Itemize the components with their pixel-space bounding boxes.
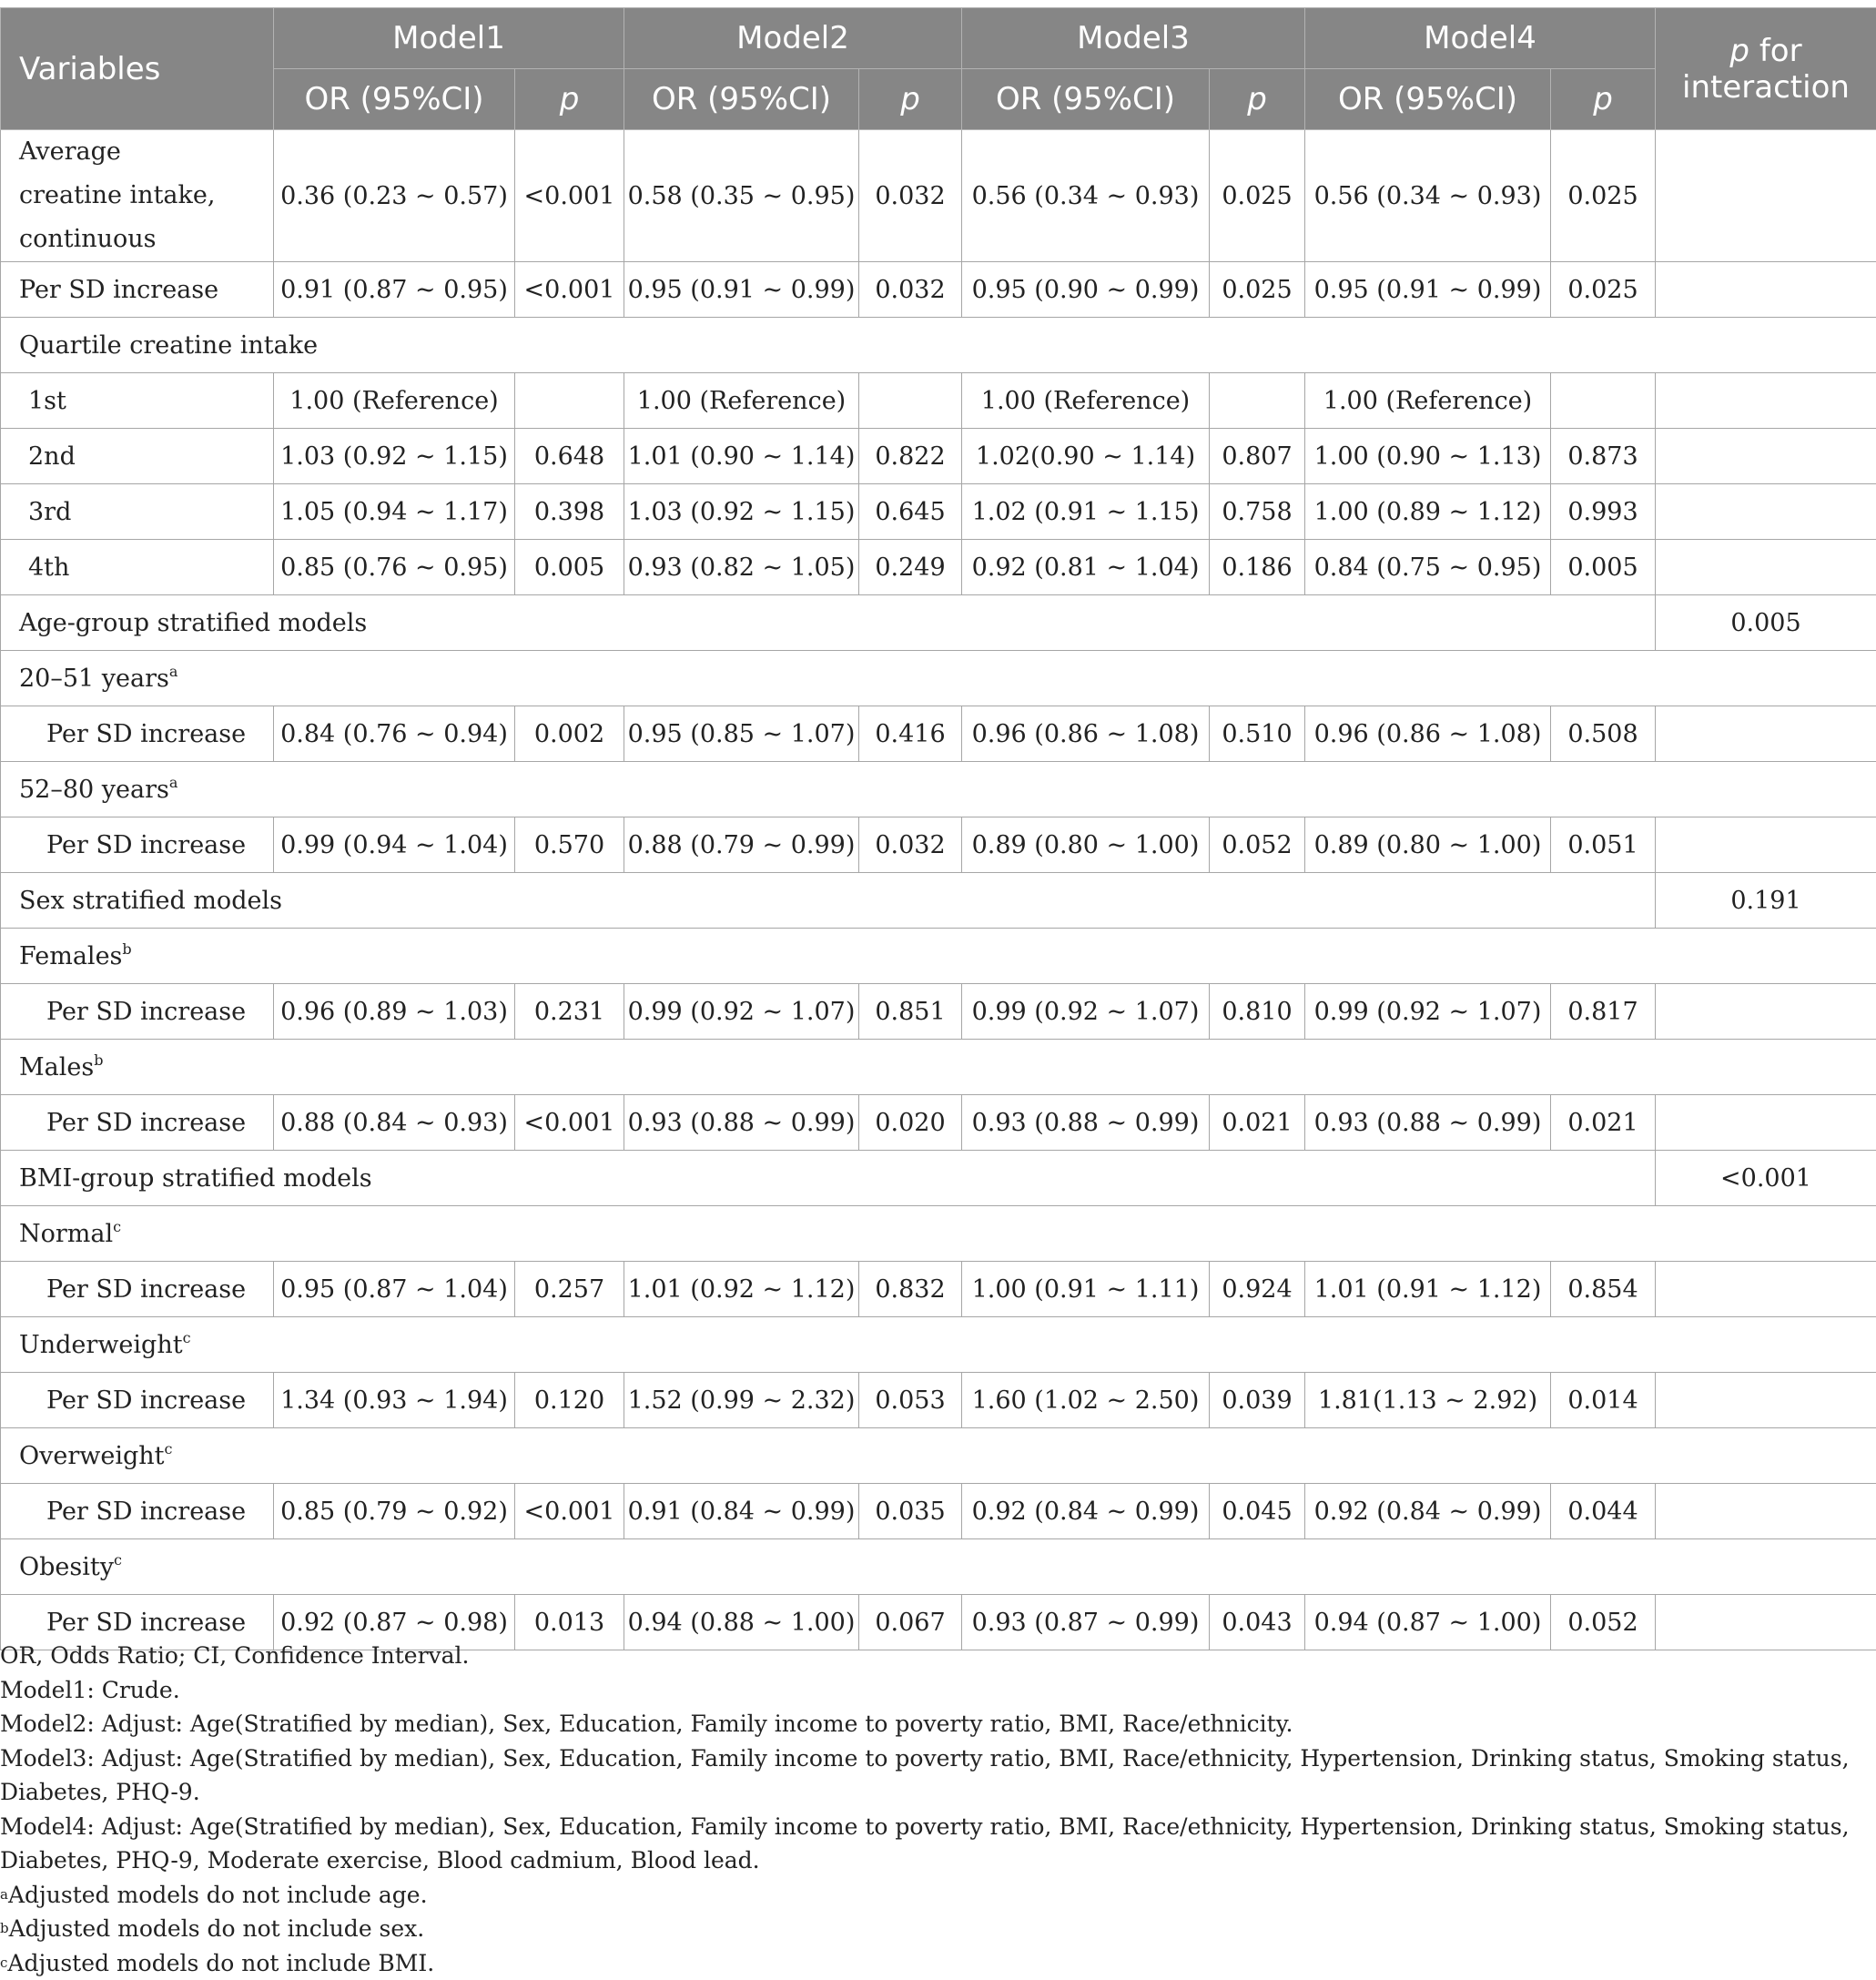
row-label xyxy=(1,1040,1876,1095)
row-label xyxy=(1,540,274,595)
cell-m2-p: 0.851 xyxy=(859,984,962,1040)
cell-m4-or: 1.00 (0.89 ~ 1.12) xyxy=(1305,484,1551,540)
row-label xyxy=(1,1095,274,1151)
cell-m1-or: 0.84 (0.76 ~ 0.94) xyxy=(274,706,515,762)
row-label-text: 52–80 years xyxy=(19,776,169,804)
note-model1: Model1: Crude. xyxy=(0,1673,1876,1708)
cell-m2-or: 1.01 (0.90 ~ 1.14) xyxy=(624,429,859,484)
cell-m3-or: 1.00 (0.91 ~ 1.11) xyxy=(962,1262,1210,1317)
note-b xyxy=(0,1912,1876,1946)
table-row xyxy=(1,1262,1876,1317)
note-a-mark: a xyxy=(0,1886,8,1903)
row-label-text: 3rd xyxy=(28,498,71,526)
row-label xyxy=(1,762,1876,817)
cell-p-interaction xyxy=(1656,130,1876,262)
cell-p-interaction xyxy=(1656,1262,1876,1317)
cell-m1-p: 0.648 xyxy=(515,429,624,484)
header-model2: Model2 xyxy=(624,8,962,69)
cell-m1-or: 0.99 (0.94 ~ 1.04) xyxy=(274,817,515,873)
cell-m4-p: 0.051 xyxy=(1551,817,1656,873)
row-label-text: 2nd xyxy=(28,442,76,471)
cell-m4-p: 0.021 xyxy=(1551,1095,1656,1151)
cell-p-interaction: 0.005 xyxy=(1656,595,1876,651)
table-row xyxy=(1,762,1876,817)
header-p-interaction xyxy=(1656,8,1876,130)
cell-m4-p: 0.854 xyxy=(1551,1262,1656,1317)
cell-m1-or: 0.91 (0.87 ~ 0.95) xyxy=(274,262,515,318)
cell-m3-or: 0.99 (0.92 ~ 1.07) xyxy=(962,984,1210,1040)
cell-p-interaction xyxy=(1656,484,1876,540)
cell-m4-p: 0.873 xyxy=(1551,429,1656,484)
cell-m4-or: 0.89 (0.80 ~ 1.00) xyxy=(1305,817,1551,873)
row-label xyxy=(1,1484,274,1539)
note-abbreviations: OR, Odds Ratio; CI, Confidence Interval. xyxy=(0,1639,1876,1673)
cell-m4-or: 1.00 (Reference) xyxy=(1305,373,1551,429)
row-label-text: Normal xyxy=(19,1220,113,1248)
row-label-text: Underweight xyxy=(19,1331,183,1359)
table-row xyxy=(1,595,1876,651)
table-row xyxy=(1,706,1876,762)
header-or: OR (95%CI) xyxy=(624,69,859,130)
header-p: p xyxy=(859,69,962,130)
note-b-text: Adjusted models do not include sex. xyxy=(9,1915,425,1942)
cell-m4-p: 0.052 xyxy=(1551,1595,1656,1650)
cell-m4-p: 0.025 xyxy=(1551,262,1656,318)
note-model3: Model3: Adjust: Age(Stratified by median), Sex, Education, Family income to poverty ratio, BMI, Race/ethnicity, Hypertension, Drinking status, Smoking status, Diabetes, PHQ-9. xyxy=(0,1741,1876,1810)
cell-p-interaction xyxy=(1656,984,1876,1040)
header-p: p xyxy=(515,69,624,130)
cell-m4-p: 0.025 xyxy=(1551,130,1656,262)
cell-m2-or: 1.01 (0.92 ~ 1.12) xyxy=(624,1262,859,1317)
footnote-marker: c xyxy=(165,1440,173,1457)
cell-m4-or: 1.01 (0.91 ~ 1.12) xyxy=(1305,1262,1551,1317)
cell-m1-or: 0.36 (0.23 ~ 0.57) xyxy=(274,130,515,262)
row-label-text: Per SD increase xyxy=(46,1609,246,1637)
row-label xyxy=(1,130,274,262)
cell-p-interaction xyxy=(1656,1373,1876,1428)
cell-m3-or: 0.93 (0.88 ~ 0.99) xyxy=(962,1095,1210,1151)
note-model4: Model4: Adjust: Age(Stratified by median), Sex, Education, Family income to poverty ratio, BMI, Race/ethnicity, Hypertension, Drinking status, Smoking status, Diabetes, PHQ-9, Moderate exercise, Blood cadmium, Blood lead. xyxy=(0,1810,1876,1878)
cell-m2-p: 0.832 xyxy=(859,1262,962,1317)
cell-p-interaction: 0.191 xyxy=(1656,873,1876,929)
cell-m2-p: 0.067 xyxy=(859,1595,962,1650)
cell-m1-p: 0.120 xyxy=(515,1373,624,1428)
cell-m3-p: 0.025 xyxy=(1210,130,1305,262)
cell-m4-p: 0.993 xyxy=(1551,484,1656,540)
row-label xyxy=(1,1317,1876,1373)
table-row xyxy=(1,1095,1876,1151)
note-a-text: Adjusted models do not include age. xyxy=(8,1882,428,1908)
row-label-text: Average creatine intake, continuous xyxy=(19,130,218,261)
row-label xyxy=(1,429,274,484)
cell-m1-or: 1.34 (0.93 ~ 1.94) xyxy=(274,1373,515,1428)
row-label-text: 20–51 years xyxy=(19,665,169,693)
note-c-text: Adjusted models do not include BMI. xyxy=(7,1950,434,1976)
cell-m2-or: 0.99 (0.92 ~ 1.07) xyxy=(624,984,859,1040)
row-label xyxy=(1,262,274,318)
table-row xyxy=(1,130,1876,262)
row-label-text: Obesity xyxy=(19,1553,114,1581)
cell-m2-p: 0.032 xyxy=(859,817,962,873)
results-table xyxy=(0,7,1876,1650)
row-label xyxy=(1,484,274,540)
row-label-text: Per SD increase xyxy=(46,831,246,859)
cell-m1-or: 0.88 (0.84 ~ 0.93) xyxy=(274,1095,515,1151)
row-label xyxy=(1,373,274,429)
table-body xyxy=(1,130,1876,1650)
cell-m3-p: 0.924 xyxy=(1210,1262,1305,1317)
cell-m2-p: 0.053 xyxy=(859,1373,962,1428)
cell-m4-p xyxy=(1551,373,1656,429)
cell-m3-p: 0.186 xyxy=(1210,540,1305,595)
cell-m2-p: 0.249 xyxy=(859,540,962,595)
cell-m4-p: 0.817 xyxy=(1551,984,1656,1040)
cell-m1-p: 0.002 xyxy=(515,706,624,762)
header-model1: Model1 xyxy=(274,8,624,69)
cell-m3-p: 0.043 xyxy=(1210,1595,1305,1650)
cell-m3-or: 0.89 (0.80 ~ 1.00) xyxy=(962,817,1210,873)
row-label xyxy=(1,1206,1876,1262)
header-or: OR (95%CI) xyxy=(962,69,1210,130)
table-row xyxy=(1,929,1876,984)
cell-m1-or: 0.95 (0.87 ~ 1.04) xyxy=(274,1262,515,1317)
cell-m2-p: 0.822 xyxy=(859,429,962,484)
cell-m4-p: 0.014 xyxy=(1551,1373,1656,1428)
cell-m4-or: 0.93 (0.88 ~ 0.99) xyxy=(1305,1095,1551,1151)
cell-m1-p xyxy=(515,373,624,429)
cell-m1-p: 0.257 xyxy=(515,1262,624,1317)
table-row xyxy=(1,984,1876,1040)
table-row xyxy=(1,1428,1876,1484)
footnote-marker: a xyxy=(169,774,178,791)
cell-m4-p: 0.508 xyxy=(1551,706,1656,762)
row-label-text: Per SD increase xyxy=(46,998,246,1026)
cell-m1-p: <0.001 xyxy=(515,262,624,318)
table-row xyxy=(1,429,1876,484)
table-row xyxy=(1,873,1876,929)
header-p-interaction-rest: for interaction xyxy=(1682,33,1850,106)
table-row xyxy=(1,540,1876,595)
row-label xyxy=(1,1151,1656,1206)
cell-m3-p: 0.810 xyxy=(1210,984,1305,1040)
header-or: OR (95%CI) xyxy=(274,69,515,130)
row-label-text: Females xyxy=(19,942,122,970)
cell-m2-or: 1.03 (0.92 ~ 1.15) xyxy=(624,484,859,540)
cell-m1-p: 0.398 xyxy=(515,484,624,540)
table-row xyxy=(1,1484,1876,1539)
header-p: p xyxy=(1551,69,1656,130)
cell-m1-p: 0.570 xyxy=(515,817,624,873)
header-p-interaction-italic: p xyxy=(1729,33,1749,69)
cell-m4-or: 0.95 (0.91 ~ 0.99) xyxy=(1305,262,1551,318)
cell-m1-p: <0.001 xyxy=(515,1484,624,1539)
cell-m3-p: 0.025 xyxy=(1210,262,1305,318)
cell-m3-or: 0.95 (0.90 ~ 0.99) xyxy=(962,262,1210,318)
cell-m2-or: 0.91 (0.84 ~ 0.99) xyxy=(624,1484,859,1539)
cell-m2-or: 0.93 (0.88 ~ 0.99) xyxy=(624,1095,859,1151)
cell-m1-or: 0.85 (0.76 ~ 0.95) xyxy=(274,540,515,595)
row-label-text: Per SD increase xyxy=(46,720,246,748)
cell-m2-or: 0.58 (0.35 ~ 0.95) xyxy=(624,130,859,262)
table-row xyxy=(1,1040,1876,1095)
row-label xyxy=(1,1428,1876,1484)
cell-m4-or: 1.81(1.13 ~ 2.92) xyxy=(1305,1373,1551,1428)
cell-m1-or: 0.96 (0.89 ~ 1.03) xyxy=(274,984,515,1040)
note-c-mark: c xyxy=(0,1955,7,1971)
cell-m1-or: 0.92 (0.87 ~ 0.98) xyxy=(274,1595,515,1650)
cell-m3-or: 1.00 (Reference) xyxy=(962,373,1210,429)
cell-m3-p: 0.758 xyxy=(1210,484,1305,540)
table-row xyxy=(1,1317,1876,1373)
cell-p-interaction xyxy=(1656,262,1876,318)
table-row xyxy=(1,1151,1876,1206)
note-model2: Model2: Adjust: Age(Stratified by median), Sex, Education, Family income to poverty ratio, BMI, Race/ethnicity. xyxy=(0,1707,1876,1741)
row-label-text: Males xyxy=(19,1053,94,1081)
row-label xyxy=(1,706,274,762)
row-label-text: Per SD increase xyxy=(46,1498,246,1526)
cell-m1-or: 1.05 (0.94 ~ 1.17) xyxy=(274,484,515,540)
table-row xyxy=(1,651,1876,706)
row-label-text: 1st xyxy=(28,387,66,415)
cell-m2-or: 0.95 (0.91 ~ 0.99) xyxy=(624,262,859,318)
cell-p-interaction xyxy=(1656,1484,1876,1539)
header-or: OR (95%CI) xyxy=(1305,69,1551,130)
row-label xyxy=(1,1262,274,1317)
cell-p-interaction xyxy=(1656,706,1876,762)
cell-m4-or: 1.00 (0.90 ~ 1.13) xyxy=(1305,429,1551,484)
cell-m2-or: 0.94 (0.88 ~ 1.00) xyxy=(624,1595,859,1650)
cell-m3-or: 0.92 (0.84 ~ 0.99) xyxy=(962,1484,1210,1539)
header-model4: Model4 xyxy=(1305,8,1656,69)
row-label xyxy=(1,984,274,1040)
cell-m3-or: 0.96 (0.86 ~ 1.08) xyxy=(962,706,1210,762)
cell-m3-p: 0.510 xyxy=(1210,706,1305,762)
cell-m3-p: 0.052 xyxy=(1210,817,1305,873)
cell-m2-or: 1.52 (0.99 ~ 2.32) xyxy=(624,1373,859,1428)
row-label-text: Per SD increase xyxy=(19,276,218,304)
cell-m3-or: 0.93 (0.87 ~ 0.99) xyxy=(962,1595,1210,1650)
cell-m3-p: 0.045 xyxy=(1210,1484,1305,1539)
table-row xyxy=(1,373,1876,429)
cell-p-interaction xyxy=(1656,817,1876,873)
cell-m1-p: <0.001 xyxy=(515,1095,624,1151)
cell-m2-p: 0.035 xyxy=(859,1484,962,1539)
row-label xyxy=(1,595,1656,651)
row-label-text: Sex stratified models xyxy=(19,887,282,915)
cell-m4-or: 0.92 (0.84 ~ 0.99) xyxy=(1305,1484,1551,1539)
cell-m3-or: 0.92 (0.81 ~ 1.04) xyxy=(962,540,1210,595)
cell-p-interaction xyxy=(1656,540,1876,595)
row-label xyxy=(1,1373,274,1428)
row-label xyxy=(1,318,1876,373)
row-label xyxy=(1,1539,1876,1595)
cell-m3-or: 0.56 (0.34 ~ 0.93) xyxy=(962,130,1210,262)
row-label xyxy=(1,929,1876,984)
table-row xyxy=(1,817,1876,873)
cell-m1-or: 0.85 (0.79 ~ 0.92) xyxy=(274,1484,515,1539)
note-a xyxy=(0,1878,1876,1913)
footnote-marker: c xyxy=(114,1551,122,1569)
table-row xyxy=(1,1539,1876,1595)
table-row xyxy=(1,262,1876,318)
row-label-text: Overweight xyxy=(19,1442,165,1470)
header-model3: Model3 xyxy=(962,8,1305,69)
cell-m2-p: 0.020 xyxy=(859,1095,962,1151)
cell-m4-or: 0.56 (0.34 ~ 0.93) xyxy=(1305,130,1551,262)
row-label xyxy=(1,817,274,873)
cell-m3-or: 1.02 (0.91 ~ 1.15) xyxy=(962,484,1210,540)
cell-m1-p: 0.231 xyxy=(515,984,624,1040)
cell-m1-or: 1.00 (Reference) xyxy=(274,373,515,429)
cell-m1-p: 0.005 xyxy=(515,540,624,595)
header-p: p xyxy=(1210,69,1305,130)
note-c xyxy=(0,1946,1876,1980)
footnote-marker: c xyxy=(183,1329,191,1346)
cell-m2-p xyxy=(859,373,962,429)
row-label-text: BMI-group stratified models xyxy=(19,1164,372,1193)
cell-p-interaction: <0.001 xyxy=(1656,1151,1876,1206)
cell-m2-or: 0.88 (0.79 ~ 0.99) xyxy=(624,817,859,873)
note-b-mark: b xyxy=(0,1920,9,1936)
cell-p-interaction xyxy=(1656,1095,1876,1151)
cell-m1-or: 1.03 (0.92 ~ 1.15) xyxy=(274,429,515,484)
header-row-models xyxy=(1,8,1876,69)
row-label xyxy=(1,651,1876,706)
row-label-text: Per SD increase xyxy=(46,1109,246,1137)
cell-p-interaction xyxy=(1656,429,1876,484)
cell-m4-or: 0.94 (0.87 ~ 1.00) xyxy=(1305,1595,1551,1650)
header-variables: Variables xyxy=(1,8,274,130)
cell-m2-p: 0.032 xyxy=(859,130,962,262)
cell-m3-p: 0.021 xyxy=(1210,1095,1305,1151)
header-row-stats xyxy=(1,69,1876,130)
row-label-text: 4th xyxy=(28,553,69,582)
row-label-text: Quartile creatine intake xyxy=(19,331,318,360)
cell-p-interaction xyxy=(1656,373,1876,429)
cell-m3-p: 0.807 xyxy=(1210,429,1305,484)
cell-m2-or: 1.00 (Reference) xyxy=(624,373,859,429)
table-row xyxy=(1,318,1876,373)
cell-m4-or: 0.99 (0.92 ~ 1.07) xyxy=(1305,984,1551,1040)
row-label-text: Per SD increase xyxy=(46,1386,246,1415)
cell-m3-or: 1.60 (1.02 ~ 2.50) xyxy=(962,1373,1210,1428)
cell-m1-p: <0.001 xyxy=(515,130,624,262)
cell-m3-p: 0.039 xyxy=(1210,1373,1305,1428)
table-footnotes xyxy=(0,1639,1876,1980)
table-row xyxy=(1,484,1876,540)
cell-m2-or: 0.95 (0.85 ~ 1.07) xyxy=(624,706,859,762)
cell-m4-or: 0.84 (0.75 ~ 0.95) xyxy=(1305,540,1551,595)
cell-m1-p: 0.013 xyxy=(515,1595,624,1650)
footnote-marker: c xyxy=(113,1218,121,1235)
footnote-marker: b xyxy=(94,1051,103,1069)
cell-m4-p: 0.005 xyxy=(1551,540,1656,595)
cell-m2-or: 0.93 (0.82 ~ 1.05) xyxy=(624,540,859,595)
row-label-text: Per SD increase xyxy=(46,1275,246,1304)
cell-m2-p: 0.645 xyxy=(859,484,962,540)
cell-m4-p: 0.044 xyxy=(1551,1484,1656,1539)
footnote-marker: b xyxy=(122,940,131,958)
row-label-text: Age-group stratified models xyxy=(19,609,367,637)
row-label xyxy=(1,873,1656,929)
cell-m2-p: 0.032 xyxy=(859,262,962,318)
cell-m4-or: 0.96 (0.86 ~ 1.08) xyxy=(1305,706,1551,762)
table-row xyxy=(1,1206,1876,1262)
footnote-marker: a xyxy=(169,663,178,680)
cell-m3-or: 1.02(0.90 ~ 1.14) xyxy=(962,429,1210,484)
cell-m2-p: 0.416 xyxy=(859,706,962,762)
cell-m3-p xyxy=(1210,373,1305,429)
table-row xyxy=(1,1373,1876,1428)
